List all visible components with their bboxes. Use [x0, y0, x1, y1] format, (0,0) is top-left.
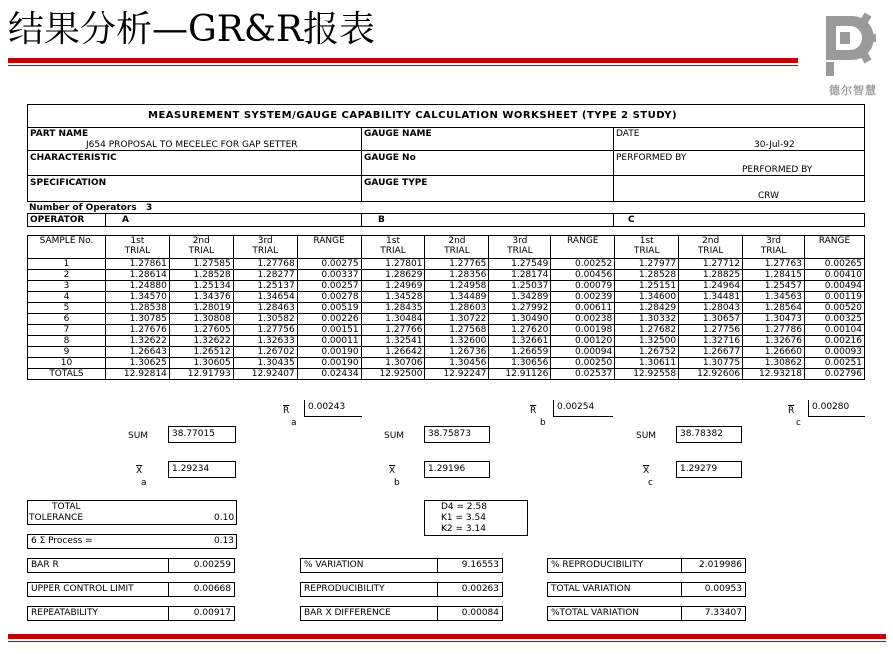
sample-number-cell: 7 [28, 325, 106, 336]
value-cell: 1.28174 [489, 270, 551, 281]
rbar-c-sub: c [796, 418, 801, 428]
column-header [551, 236, 615, 259]
value-cell: 1.26702 [233, 347, 297, 358]
value-cell: 0.00093 [804, 347, 864, 358]
date-value: 30-Jul-92 [754, 140, 795, 150]
constant-d4: D4 = 2.58 [441, 502, 487, 512]
sample-number-cell: TOTALS [28, 369, 106, 380]
sample-no-header: SAMPLE No. [28, 236, 106, 259]
performed-by-cell [613, 150, 865, 176]
gauge-no-cell [361, 150, 614, 176]
column-header-line2: TRIAL [188, 246, 215, 256]
sum-c-label: SUM [636, 431, 657, 441]
totals-row [28, 369, 865, 380]
rbar-b-sub: b [540, 418, 546, 428]
value-cell: 1.32622 [105, 336, 169, 347]
part-name-label: PART NAME [30, 129, 89, 139]
logo-text: 德尔智慧 [829, 84, 877, 97]
xbar-c-sub: c [648, 478, 653, 488]
value-cell: 1.25037 [489, 281, 551, 292]
summary-value: 0.00917 [168, 606, 235, 621]
value-cell: 1.26659 [489, 347, 551, 358]
value-cell: 1.30435 [233, 358, 297, 369]
value-cell: 1.32676 [743, 336, 805, 347]
value-cell: 1.34376 [169, 292, 233, 303]
column-header [361, 236, 425, 259]
part-name-cell [27, 127, 362, 151]
value-cell: 1.32633 [233, 336, 297, 347]
value-cell: 0.00456 [551, 270, 615, 281]
xbar-a-value: 1.29234 [168, 461, 236, 478]
column-header-line2: TRIAL [444, 246, 470, 256]
value-cell: 1.26642 [361, 347, 425, 358]
constants-box [424, 500, 528, 536]
column-header [233, 236, 297, 259]
num-operators-value: 3 [146, 203, 153, 213]
sample-number-cell: 6 [28, 314, 106, 325]
gear-icon [818, 6, 882, 84]
xbar-a-symbol: $\overline{X}$ [136, 466, 143, 476]
column-header [105, 236, 169, 259]
xbar-b-value: 1.29196 [424, 461, 490, 478]
value-cell: 12.92500 [361, 369, 425, 380]
column-header [169, 236, 233, 259]
sum-b-label: SUM [384, 431, 405, 441]
value-cell: 1.25457 [743, 281, 805, 292]
gauge-name-cell [361, 127, 614, 151]
value-cell: 1.34600 [615, 292, 679, 303]
value-cell: 0.00151 [297, 325, 361, 336]
value-cell: 0.00337 [297, 270, 361, 281]
value-cell: 1.30706 [361, 358, 425, 369]
value-cell: 0.00611 [551, 303, 615, 314]
value-cell: 1.27786 [743, 325, 805, 336]
value-cell: 1.28356 [425, 270, 489, 281]
value-cell: 1.30611 [615, 358, 679, 369]
performed-by-label: PERFORMED BY [616, 153, 687, 163]
title-underline-thin [8, 65, 798, 66]
column-header [804, 236, 864, 259]
table-row [28, 281, 865, 292]
sample-number-cell: 3 [28, 281, 106, 292]
column-header [297, 236, 361, 259]
value-cell: 1.30862 [743, 358, 805, 369]
value-cell: 1.27766 [361, 325, 425, 336]
summary-label: % VARIATION [300, 558, 438, 573]
rbar-b-value: 0.00254 [553, 400, 613, 417]
summary-label: REPEATABILITY [27, 606, 169, 621]
six-sigma-box [27, 534, 237, 549]
value-cell: 1.28463 [233, 303, 297, 314]
value-cell: 1.27756 [233, 325, 297, 336]
value-cell: 1.28435 [361, 303, 425, 314]
xbar-c-symbol: $\overline{X}$ [643, 466, 650, 476]
value-cell: 12.92247 [425, 369, 489, 380]
value-cell: 1.24958 [425, 281, 489, 292]
value-cell: 0.00198 [551, 325, 615, 336]
total-tolerance-label-2: TOLERANCE [29, 513, 84, 523]
table-row [28, 259, 865, 270]
value-cell: 0.00239 [551, 292, 615, 303]
column-header-line2: TRIAL [633, 246, 660, 256]
table-row [28, 292, 865, 303]
value-cell: 1.28614 [105, 270, 169, 281]
value-cell: 1.28429 [615, 303, 679, 314]
value-cell: 1.28603 [425, 303, 489, 314]
value-cell: 1.28528 [615, 270, 679, 281]
table-row [28, 336, 865, 347]
footer-rule-thin [8, 641, 886, 642]
sample-number-cell: 1 [28, 259, 106, 270]
column-header-line1: RANGE [818, 236, 851, 246]
sum-a-label: SUM [128, 431, 149, 441]
value-cell: 1.28019 [169, 303, 233, 314]
rbar-b-symbol: $\overline{R}$ [530, 406, 537, 416]
xbar-b-sub: b [394, 478, 400, 488]
value-cell: 1.27605 [169, 325, 233, 336]
operator-c-cell [613, 213, 865, 227]
specification-cell [27, 175, 362, 202]
gauge-type-label: GAUGE TYPE [364, 178, 428, 188]
rbar-c-symbol: $\overline{R}$ [788, 406, 795, 416]
total-tolerance-label-1: TOTAL [52, 502, 81, 512]
part-name-value: J654 PROPOSAL TO MECELEC FOR GAP SETTER [86, 140, 298, 150]
value-cell: 12.92814 [105, 369, 169, 380]
summary-label: BAR X DIFFERENCE [300, 606, 438, 621]
column-header-line1: 2nd [702, 236, 720, 246]
value-cell: 0.02537 [551, 369, 615, 380]
column-header-line1: RANGE [313, 236, 345, 246]
column-header-line2: TRIAL [380, 246, 406, 256]
column-header-line1: 3rd [766, 236, 782, 246]
value-cell: 0.00265 [804, 259, 864, 270]
summary-value: 9.16553 [437, 558, 503, 573]
column-header-line2: TRIAL [760, 246, 787, 256]
value-cell: 1.24969 [361, 281, 425, 292]
value-cell: 0.00325 [804, 314, 864, 325]
title-underline-thick [8, 58, 798, 63]
value-cell: 1.28629 [361, 270, 425, 281]
value-cell: 1.27585 [169, 259, 233, 270]
measurement-table [27, 235, 865, 380]
column-header-line1: 1st [386, 236, 400, 246]
value-cell: 0.00120 [551, 336, 615, 347]
specification-label: SPECIFICATION [30, 178, 107, 188]
value-cell: 1.24964 [679, 281, 743, 292]
value-cell: 0.00252 [551, 259, 615, 270]
page-title: 结果分析—GR&R报表 [8, 9, 376, 50]
summary-label: REPRODUCIBILITY [300, 582, 438, 597]
num-operators-label: Number of Operators [29, 203, 137, 213]
summary-label: %TOTAL VARIATION [547, 606, 682, 621]
value-cell: 1.34528 [361, 292, 425, 303]
performed-by-value: PERFORMED BY [742, 165, 813, 175]
value-cell: 1.27977 [615, 259, 679, 270]
summary-label: BAR R [27, 558, 169, 573]
summary-value: 0.00084 [437, 606, 503, 621]
operator-label-cell [27, 213, 106, 227]
value-cell: 1.27682 [615, 325, 679, 336]
value-cell: 1.27992 [489, 303, 551, 314]
value-cell: 1.27549 [489, 259, 551, 270]
sample-number-cell: 8 [28, 336, 106, 347]
rbar-a-value: 0.00243 [304, 400, 362, 417]
value-cell: 1.26736 [425, 347, 489, 358]
operator-b: B [378, 215, 385, 225]
column-header [425, 236, 489, 259]
summary-label: TOTAL VARIATION [547, 582, 682, 597]
value-cell: 0.00257 [297, 281, 361, 292]
value-cell: 1.30656 [489, 358, 551, 369]
total-tolerance-value: 0.10 [214, 513, 235, 523]
value-cell: 0.02434 [297, 369, 361, 380]
summary-value: 7.33407 [681, 606, 746, 621]
table-row [28, 347, 865, 358]
rbar-a-symbol: $\overline{R}$ [283, 406, 290, 416]
value-cell: 1.26677 [679, 347, 743, 358]
value-cell: 1.24880 [105, 281, 169, 292]
value-cell: 1.30605 [169, 358, 233, 369]
xbar-b-symbol: $\overline{X}$ [389, 466, 396, 476]
six-sigma-label: 6 Σ Process = [31, 536, 93, 546]
value-cell: 1.27768 [233, 259, 297, 270]
value-cell: 0.00226 [297, 314, 361, 325]
value-cell: 1.27568 [425, 325, 489, 336]
value-cell: 1.27756 [679, 325, 743, 336]
value-cell: 1.28415 [743, 270, 805, 281]
operator-a-cell [105, 213, 362, 227]
crw-cell [613, 175, 865, 202]
date-cell [613, 127, 865, 151]
value-cell: 1.27765 [425, 259, 489, 270]
value-cell: 1.30775 [679, 358, 743, 369]
operator-b-cell [361, 213, 614, 227]
column-header [489, 236, 551, 259]
value-cell: 1.27676 [105, 325, 169, 336]
worksheet-heading: MEASUREMENT SYSTEM/GAUGE CAPABILITY CALCULATION WORKSHEET (TYPE 2 STUDY) [148, 110, 678, 121]
sample-number-cell: 10 [28, 358, 106, 369]
value-cell: 1.30582 [233, 314, 297, 325]
column-header-line1: 3rd [512, 236, 528, 246]
value-cell: 12.92558 [615, 369, 679, 380]
column-header-line2: TRIAL [697, 246, 724, 256]
sum-c-value: 38.78382 [676, 426, 742, 443]
operator-label: OPERATOR [30, 215, 85, 225]
summary-value: 0.00953 [681, 582, 746, 597]
value-cell: 0.00094 [551, 347, 615, 358]
value-cell: 1.28277 [233, 270, 297, 281]
value-cell: 1.28825 [679, 270, 743, 281]
value-cell: 1.30785 [105, 314, 169, 325]
value-cell: 1.27801 [361, 259, 425, 270]
total-tolerance-box [27, 500, 237, 525]
summary-value: 0.00259 [168, 558, 235, 573]
value-cell: 0.00011 [297, 336, 361, 347]
column-header-line1: 2nd [192, 236, 210, 246]
value-cell: 1.30456 [425, 358, 489, 369]
value-cell: 0.00216 [804, 336, 864, 347]
gauge-type-cell [361, 175, 614, 202]
value-cell: 1.34481 [679, 292, 743, 303]
value-cell: 1.26660 [743, 347, 805, 358]
sample-number-cell: 2 [28, 270, 106, 281]
value-cell: 0.00104 [804, 325, 864, 336]
value-cell: 1.30332 [615, 314, 679, 325]
value-cell: 1.27861 [105, 259, 169, 270]
constant-k2: K2 = 3.14 [441, 524, 486, 534]
value-cell: 1.34489 [425, 292, 489, 303]
value-cell: 0.00190 [297, 358, 361, 369]
value-cell: 1.26752 [615, 347, 679, 358]
date-label: DATE [616, 129, 640, 139]
six-sigma-value: 0.13 [213, 536, 234, 546]
gauge-no-label: GAUGE No [364, 153, 416, 163]
sample-number-cell: 5 [28, 303, 106, 314]
value-cell: 1.32661 [489, 336, 551, 347]
summary-value: 2.019986 [681, 558, 746, 573]
value-cell: 0.02796 [804, 369, 864, 380]
sum-b-value: 38.75873 [424, 426, 490, 443]
crw-value: CRW [758, 191, 780, 201]
summary-label: % REPRODUCIBILITY [547, 558, 682, 573]
value-cell: 0.00190 [297, 347, 361, 358]
table-header-row [28, 236, 865, 259]
footer-rule-thick [8, 634, 886, 639]
column-header [679, 236, 743, 259]
value-cell: 0.00119 [804, 292, 864, 303]
value-cell: 1.34563 [743, 292, 805, 303]
value-cell: 1.27763 [743, 259, 805, 270]
column-header-line2: TRIAL [507, 246, 533, 256]
column-header-line1: 3rd [257, 236, 273, 246]
table-row [28, 325, 865, 336]
characteristic-label: CHARACTERISTIC [30, 153, 117, 163]
value-cell: 1.30808 [169, 314, 233, 325]
value-cell: 1.26643 [105, 347, 169, 358]
table-row [28, 358, 865, 369]
value-cell: 0.00520 [804, 303, 864, 314]
table-row [28, 314, 865, 325]
value-cell: 0.00079 [551, 281, 615, 292]
operator-a: A [122, 215, 129, 225]
value-cell: 12.91126 [489, 369, 551, 380]
column-header [743, 236, 805, 259]
value-cell: 1.30722 [425, 314, 489, 325]
characteristic-cell [27, 150, 362, 176]
value-cell: 1.32600 [425, 336, 489, 347]
column-header-line1: 2nd [448, 236, 466, 246]
value-cell: 12.93218 [743, 369, 805, 380]
value-cell: 1.27712 [679, 259, 743, 270]
value-cell: 0.00410 [804, 270, 864, 281]
value-cell: 1.27620 [489, 325, 551, 336]
value-cell: 1.30473 [743, 314, 805, 325]
summary-value: 0.00263 [437, 582, 503, 597]
value-cell: 1.30484 [361, 314, 425, 325]
value-cell: 0.00278 [297, 292, 361, 303]
value-cell: 1.30625 [105, 358, 169, 369]
worksheet-heading-box [27, 104, 865, 128]
gauge-name-label: GAUGE NAME [364, 129, 432, 139]
value-cell: 12.91793 [169, 369, 233, 380]
table-row [28, 270, 865, 281]
sample-number-cell: 4 [28, 292, 106, 303]
table-row [28, 303, 865, 314]
rbar-a-sub: a [291, 418, 297, 428]
value-cell: 1.28538 [105, 303, 169, 314]
summary-value: 0.00668 [168, 582, 235, 597]
value-cell: 1.32500 [615, 336, 679, 347]
value-cell: 0.00519 [297, 303, 361, 314]
column-header-line1: 1st [130, 236, 145, 246]
value-cell: 0.00238 [551, 314, 615, 325]
value-cell: 1.32622 [169, 336, 233, 347]
value-cell: 1.25137 [233, 281, 297, 292]
sample-number-cell: 9 [28, 347, 106, 358]
value-cell: 1.26512 [169, 347, 233, 358]
value-cell: 0.00251 [804, 358, 864, 369]
xbar-a-sub: a [141, 478, 147, 488]
value-cell: 12.92606 [679, 369, 743, 380]
value-cell: 1.32716 [679, 336, 743, 347]
value-cell: 1.25151 [615, 281, 679, 292]
column-header [615, 236, 679, 259]
column-header-line2: TRIAL [124, 246, 151, 256]
xbar-c-value: 1.29279 [676, 461, 742, 478]
value-cell: 1.34654 [233, 292, 297, 303]
summary-label: UPPER CONTROL LIMIT [27, 582, 169, 597]
value-cell: 1.32541 [361, 336, 425, 347]
value-cell: 1.25134 [169, 281, 233, 292]
value-cell: 1.30657 [679, 314, 743, 325]
value-cell: 1.30490 [489, 314, 551, 325]
value-cell: 0.00275 [297, 259, 361, 270]
value-cell: 0.00494 [804, 281, 864, 292]
value-cell: 12.92407 [233, 369, 297, 380]
column-header-line1: RANGE [567, 236, 599, 246]
rbar-c-value: 0.00280 [808, 400, 865, 417]
value-cell: 1.34289 [489, 292, 551, 303]
operator-c: C [628, 215, 635, 225]
constant-k1: K1 = 3.54 [441, 513, 486, 523]
value-cell: 1.28528 [169, 270, 233, 281]
column-header-line2: TRIAL [252, 246, 278, 256]
value-cell: 0.00250 [551, 358, 615, 369]
value-cell: 1.28043 [679, 303, 743, 314]
value-cell: 1.28564 [743, 303, 805, 314]
sum-a-value: 38.77015 [168, 426, 236, 443]
value-cell: 1.34570 [105, 292, 169, 303]
column-header-line1: 1st [639, 236, 654, 246]
